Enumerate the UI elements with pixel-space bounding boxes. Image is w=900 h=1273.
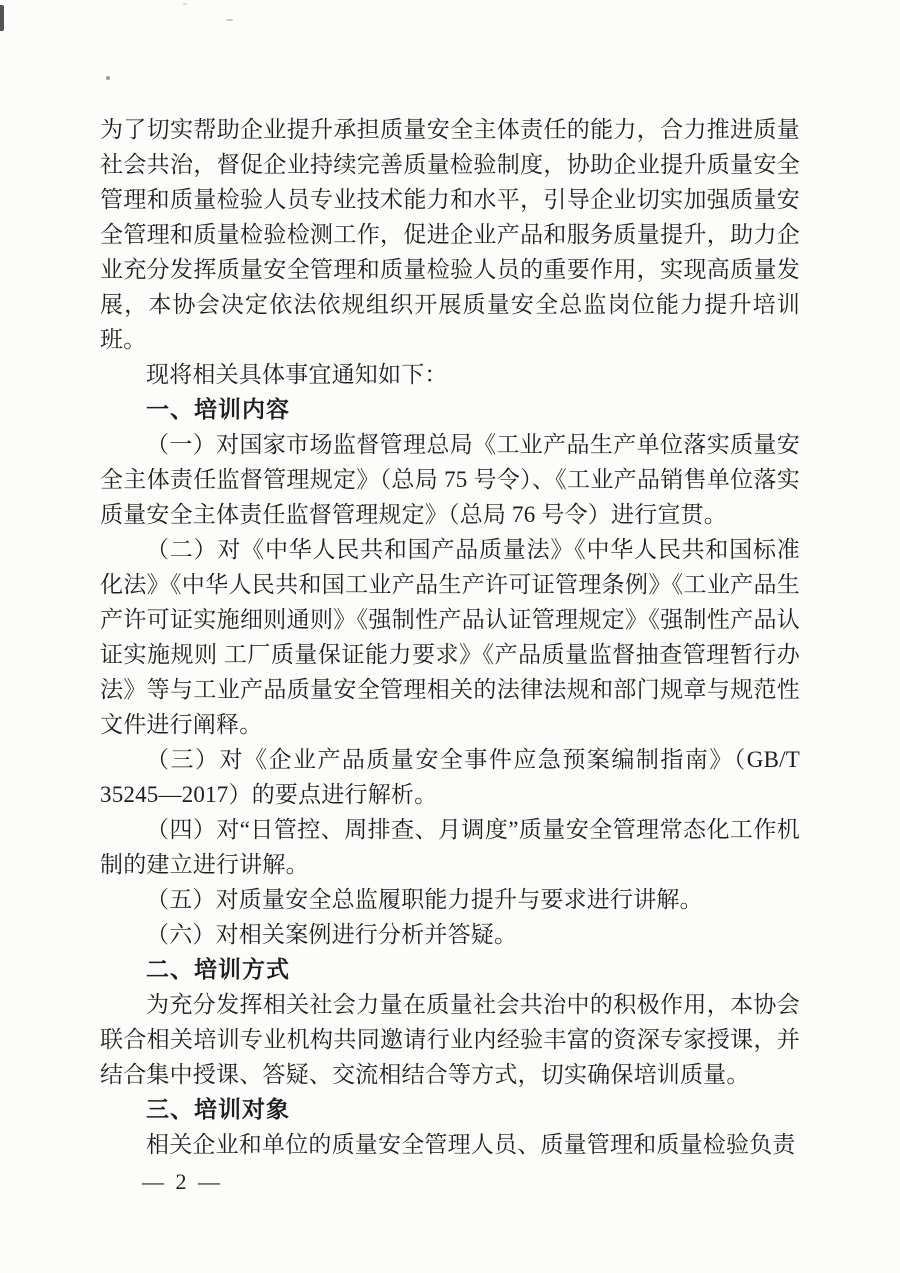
paragraph-training-method: 为充分发挥相关社会力量在质量社会共治中的积极作用，本协会联合相关培训专业机构共同邀请行业内经验丰富的资深专家授课，并结合集中授课、答疑、交流相结合等方式，切实确保培训质量。 bbox=[100, 992, 800, 1087]
page-number: — 2 — bbox=[142, 1169, 223, 1194]
training-content-item-3: （三）对《企业产品质量安全事件应急预案编制指南》（GB/T 35245—2017）的要点进行解析。 bbox=[100, 747, 800, 807]
heading-section-1-training-content: 一、培训内容 bbox=[146, 396, 290, 422]
document-body bbox=[100, 112, 800, 1162]
training-content-item-6: （六）对相关案例进行分析并答疑。 bbox=[146, 922, 518, 947]
scan-speck bbox=[183, 3, 187, 5]
training-content-item-1: （一）对国家市场监督管理总局《工业产品生产单位落实质量安全主体责任监督管理规定》（总局 75 号令）、《工业产品销售单位落实质量安全主体责任监督管理规定》（总局 76 号令）进行宣贯。 bbox=[100, 432, 800, 527]
scan-edge-artifact bbox=[0, 5, 4, 31]
paragraph-notice-lead: 现将相关具体事宜通知如下： bbox=[146, 362, 448, 387]
training-content-item-2: （二）对《中华人民共和国产品质量法》《中华人民共和国标准化法》《中华人民共和国工业产品生产许可证管理条例》《工业产品生产许可证实施细则通则》《强制性产品认证管理规定》《强制性产品认证实施规则 工厂质量保证能力要求》《产品质量监督抽查管理暂行办法》等与工业产品质量安全管理相关的法律法规和部门规章与规范性文件进行阐释。 bbox=[100, 537, 800, 737]
training-content-item-5: （五）对质量安全总监履职能力提升与要求进行讲解。 bbox=[146, 887, 703, 912]
scan-speck bbox=[106, 76, 110, 80]
paragraph-continuation-intro: 为了切实帮助企业提升承担质量安全主体责任的能力，合力推进质量社会共治，督促企业持续完善质量检验制度，协助企业提升质量安全管理和质量检验人员专业技术能力和水平，引导企业切实加强质量安全管理和质量检验检测工作，促进企业产品和服务质量提升，助力企业充分发挥质量安全管理和质量检验人员的重要作用，实现高质量发展，本协会决定依法依规组织开展质量安全总监岗位能力提升培训班。 bbox=[100, 117, 800, 352]
heading-section-2-training-method: 二、培训方式 bbox=[146, 956, 290, 982]
scan-speck bbox=[226, 19, 233, 21]
paragraph-training-audience: 相关企业和单位的质量安全管理人员、质量管理和质量检验负责 bbox=[146, 1132, 796, 1157]
training-content-item-4: （四）对“日管控、周排查、月调度”质量安全管理常态化工作机制的建立进行讲解。 bbox=[100, 817, 800, 877]
heading-section-3-training-audience: 三、培训对象 bbox=[146, 1096, 290, 1122]
